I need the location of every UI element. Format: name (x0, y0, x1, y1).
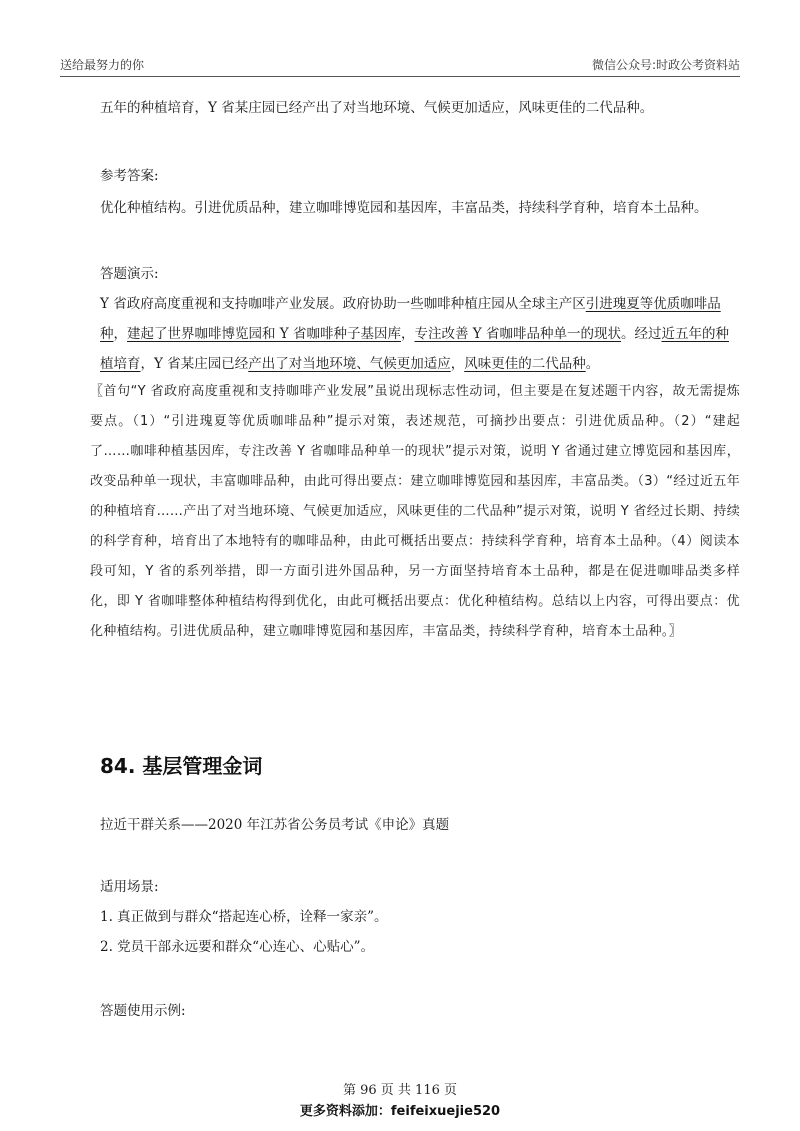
section-subtitle: 拉近干群关系——2020 年江苏省公务员考试《申论》真题 (100, 817, 450, 833)
page-number: 第 96 页 共 116 页 (342, 1083, 458, 1098)
example-label: 答题使用示例: (100, 1003, 186, 1019)
reference-text: 优化种植结构。引进优质品种，建立咖啡博览园和基因库，丰富品类，持续科学育种，培育本土品种。 (100, 200, 708, 216)
page-header (60, 52, 740, 77)
demo-seg: ， (450, 356, 465, 372)
scene-item: 1. 真正做到与群众“搭起连心桥，诠释一家亲”。 (100, 909, 388, 925)
demo-seg-underlined: 产出了对当地环境、气候更加适应 (248, 356, 451, 372)
intro-line: 五年的种植培育，Y 省某庄园已经产出了对当地环境、气候更加适应，风味更佳的二代品种。 (100, 100, 654, 116)
scene-label: 适用场景: (100, 879, 159, 895)
demo-seg: ，Y 省某庄园已经 (140, 356, 249, 372)
demo-seg: ， (401, 326, 415, 342)
demo-seg-underlined: 引进瑰夏等优质咖啡品种 (100, 296, 721, 342)
demo-seg: 。 (585, 356, 600, 372)
demo-paragraph (100, 289, 740, 379)
header-slogan: 送给最努力的你 (60, 58, 145, 72)
demo-seg-underlined: 近五年的种植培育 (100, 326, 729, 372)
reference-label: 参考答案: (100, 168, 159, 184)
contact-footer: 更多资料添加：feifeixuejie520 (299, 1104, 501, 1119)
demo-seg-underlined: 建起了世界咖啡博览园和 Y 省咖啡种子基因库 (127, 326, 401, 342)
header-account: 微信公众号:时政公考资料站 (591, 58, 740, 72)
section-title: 84. 基层管理金词 (100, 754, 263, 778)
demo-seg: 。经过 (621, 326, 662, 342)
scene-item: 2. 党员干部永远要和群众“心连心、心贴心”。 (100, 939, 374, 955)
demo-seg: ， (113, 326, 127, 342)
demo-seg-underlined: 风味更佳的二代品种 (464, 356, 586, 372)
demo-label: 答题演示: (100, 266, 159, 282)
analysis-paragraph: 〖首句“Y 省政府高度重视和支持咖啡产业发展”虽说出现标志性动词，但主要是在复述题干内容，故无需提炼要点。（1）“引进瑰夏等优质咖啡品种”提示对策，表述规范，可摘抄出要点：引进优质品种。（2）“建起了……咖啡种植基因库，专注改善 Y 省咖啡品种单一的现状”提示对策，说明 Y 省通过建立博览园和基因库，改变品种单一现状，丰富咖啡品种，由此可得出要点：建立咖啡博览园和基因库，丰富品类。（3）“经过近五年的种植培育……产出了对当地环境、气候更加适应，风味更佳的二代品种”提示对策，说明 Y 省经过长期、持续的科学育种，培育出了本地特有的咖啡品种，由此可概括出要点：持续科学育种，培育本土品种。（4）阅读本段可知，Y 省的系列举措，即一方面引进外国品种，另一方面坚持培育本土品种，都是在促进咖啡品类多样化，即 Y 省咖啡整体种植结构得到优化，由此可概括出要点：优化种植结构。总结以上内容，可得出要点：优化种植结构。引进优质品种，建立咖啡博览园和基因库，丰富品类，持续科学育种，培育本土品种。〗 (90, 384, 740, 639)
demo-seg-underlined: 专注改善 Y 省咖啡品种单一的现状 (414, 326, 621, 342)
demo-seg: Y 省政府高度重视和支持咖啡产业发展。政府协助一些咖啡种植庄园从全球主产区 (100, 296, 586, 312)
